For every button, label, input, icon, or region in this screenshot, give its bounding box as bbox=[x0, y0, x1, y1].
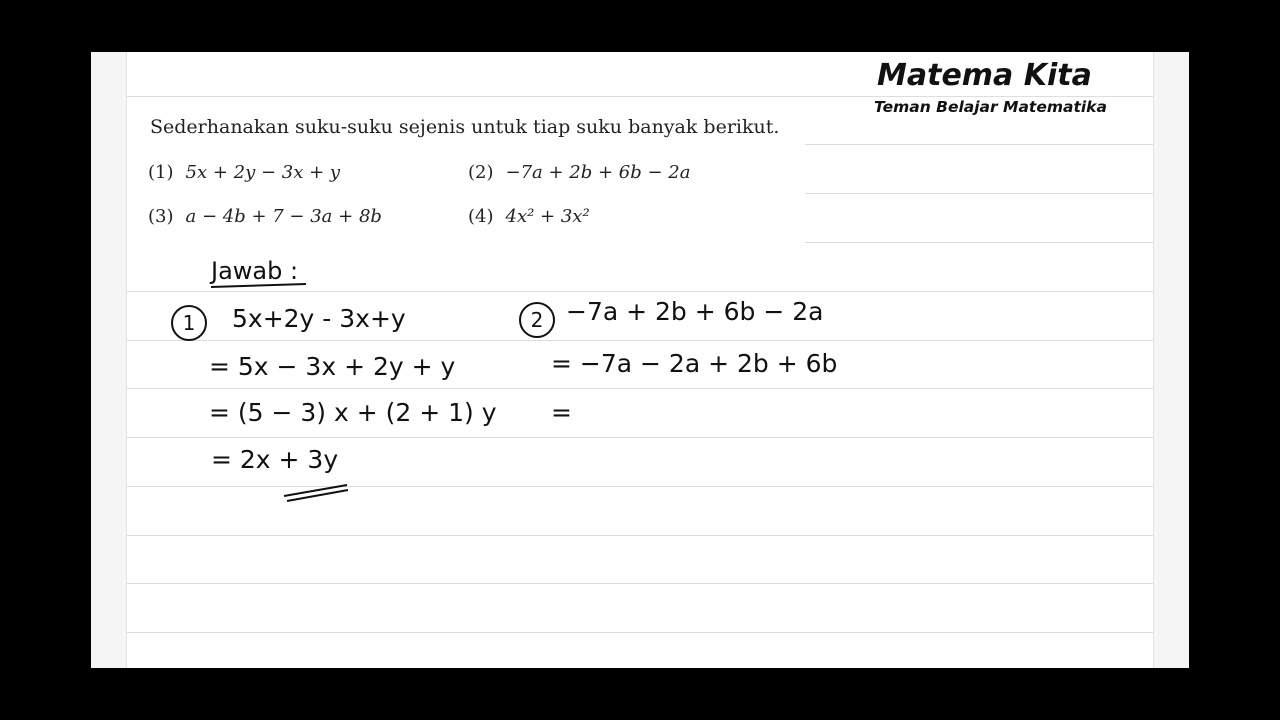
result-underline bbox=[284, 485, 347, 496]
problem-number: (4) bbox=[468, 206, 494, 227]
answer-2-line: = bbox=[551, 398, 572, 427]
result-underline bbox=[287, 490, 348, 501]
answer-2-line: −7a + 2b + 6b − 2a bbox=[566, 297, 824, 326]
brand-title: Matema Kita bbox=[877, 58, 1092, 93]
answer-1-line: = (5 − 3) x + (2 + 1) y bbox=[209, 398, 497, 427]
problem-expression: 5x + 2y − 3x + y bbox=[185, 162, 341, 183]
problem-expression: 4x² + 3x² bbox=[505, 206, 590, 227]
problem-number: (2) bbox=[468, 162, 494, 183]
ink-strokes bbox=[91, 52, 1189, 668]
problem-number: (3) bbox=[148, 206, 174, 227]
problem-expression: −7a + 2b + 6b − 2a bbox=[505, 162, 691, 183]
notebook-page bbox=[91, 52, 1189, 668]
answer-heading: Jawab : bbox=[211, 257, 299, 285]
answer-1-label: 1 bbox=[171, 305, 207, 341]
answer-2-line: = −7a − 2a + 2b + 6b bbox=[551, 349, 838, 378]
answer-1-line: 5x+2y - 3x+y bbox=[232, 304, 406, 333]
answer-1-line: = 5x − 3x + 2y + y bbox=[209, 352, 456, 381]
answer-1-result: = 2x + 3y bbox=[211, 445, 339, 474]
brand-subtitle: Teman Belajar Matematika bbox=[874, 98, 1107, 116]
problem-number: (1) bbox=[148, 162, 174, 183]
question-instruction: Sederhanakan suku-suku sejenis untuk tiap suku banyak berikut. bbox=[150, 116, 780, 138]
problem-expression: a − 4b + 7 − 3a + 8b bbox=[185, 206, 382, 227]
heading-underline bbox=[211, 284, 306, 287]
answer-2-label: 2 bbox=[519, 302, 555, 338]
